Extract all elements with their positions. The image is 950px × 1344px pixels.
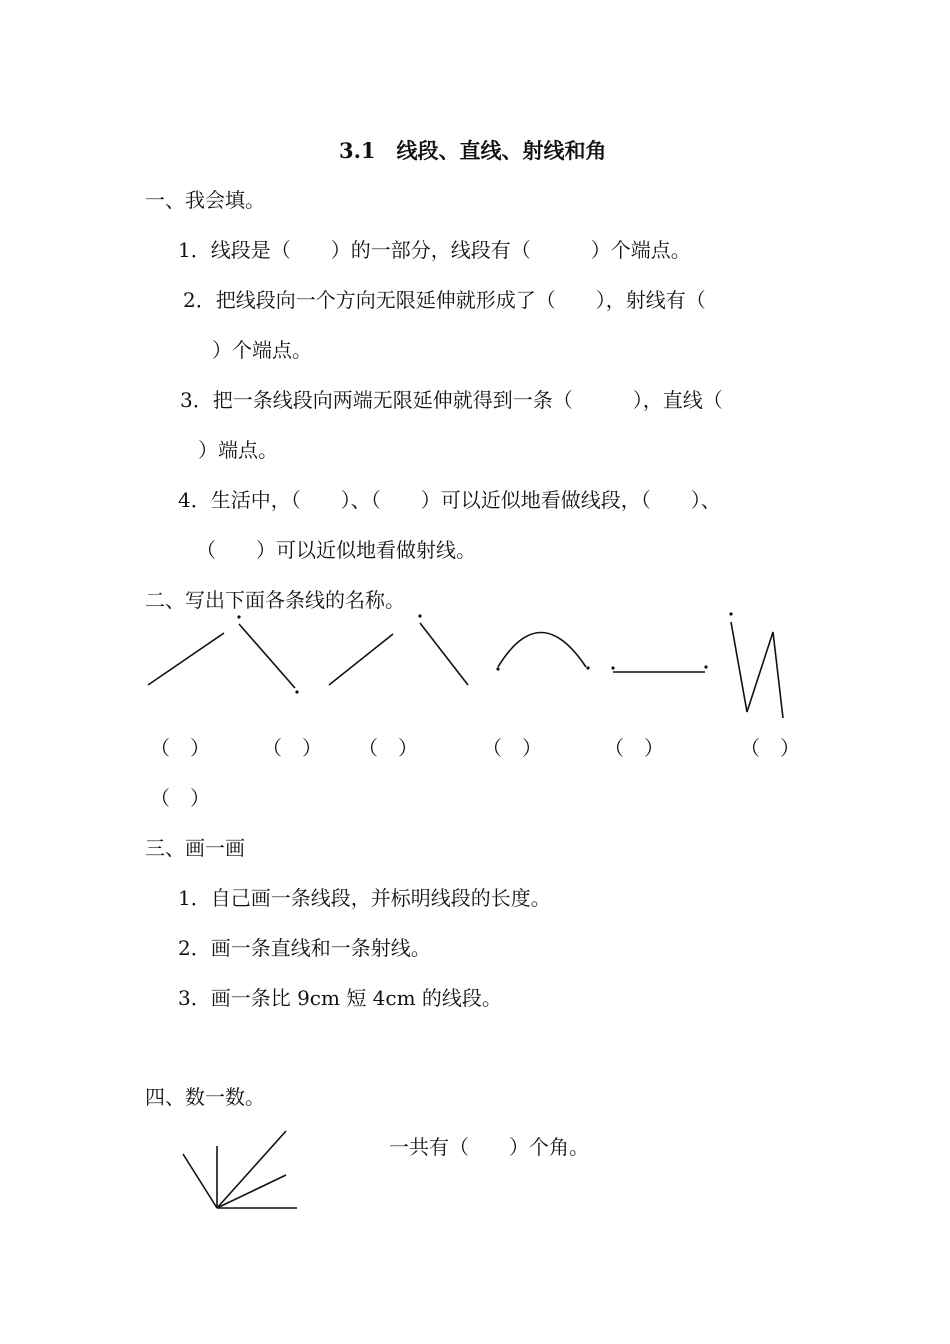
question-1-2-line2: ）个端点。 (212, 338, 312, 362)
figure-segment-6 (611, 665, 707, 672)
figure-line-3 (329, 634, 393, 685)
figure-ray-2 (237, 615, 298, 693)
page-title: 3.1 线段、直线、射线和角 (339, 138, 607, 163)
question-3-1: 1．自己画一条线段，并标明线段的长度。 (178, 886, 551, 910)
section1-heading: 一、我会填。 (145, 188, 265, 212)
question-4: 一共有（ ）个角。 (389, 1135, 589, 1159)
question-1-3-line1: 3．把一条线段向两端无限延伸就得到一条（ ），直线（ (180, 388, 723, 412)
section4-heading: 四、数一数。 (145, 1085, 265, 1109)
section2-heading: 二、写出下面各条线的名称。 (145, 588, 405, 612)
answer-blank-7[interactable]: （ ） (150, 786, 210, 810)
figure-line-1 (148, 633, 224, 685)
figure-zigzag-7 (729, 612, 783, 718)
answer-blank-5[interactable]: （ ） (604, 736, 664, 760)
question-1-1: 1．线段是（ ）的一部分，线段有（ ）个端点。 (178, 238, 691, 262)
question-1-2-line1: 2．把线段向一个方向无限延伸就形成了（ ），射线有（ (183, 288, 706, 312)
answer-blank-3[interactable]: （ ） (358, 736, 418, 760)
answer-blank-2[interactable]: （ ） (262, 736, 322, 760)
figure-ray-4 (418, 614, 468, 685)
question-1-4-line1: 4．生活中，（ ）、（ ）可以近似地看做线段，（ ）、 (178, 488, 721, 512)
figure-curve-5 (496, 633, 589, 671)
answer-blank-4[interactable]: （ ） (482, 736, 542, 760)
question-3-3: 3．画一条比 9cm 短 4cm 的线段。 (178, 986, 502, 1010)
angle-figure (183, 1131, 297, 1208)
answer-blank-6[interactable]: （ ） (740, 736, 800, 760)
section3-heading: 三、画一画 (145, 836, 245, 860)
question-1-3-line2: ）端点。 (198, 438, 278, 462)
answer-blank-1[interactable]: （ ） (150, 736, 210, 760)
question-1-4-line2: （ ）可以近似地看做射线。 (196, 538, 476, 562)
question-3-2: 2．画一条直线和一条射线。 (178, 936, 431, 960)
